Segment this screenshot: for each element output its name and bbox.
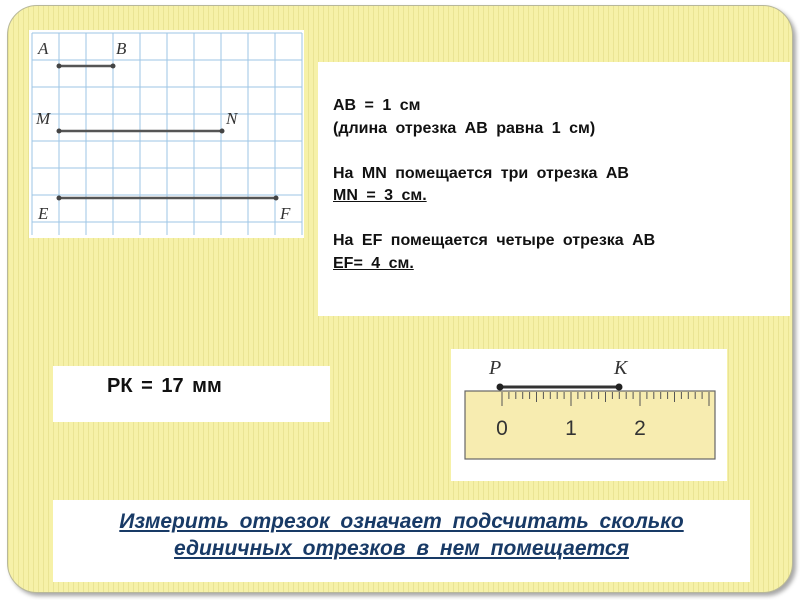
label-f: F: [280, 204, 291, 223]
point-a: [57, 64, 62, 69]
conclusion-line-2: единичных отрезков в нем помещается: [174, 537, 629, 560]
label-k: K: [614, 357, 628, 379]
point-m: [57, 129, 62, 134]
info-line-mn: На MN помещается три отрезка АВ: [333, 164, 629, 182]
label-e: E: [38, 204, 49, 223]
ruler-tick-1: 1: [565, 417, 577, 440]
conclusion-text: [53, 508, 750, 562]
point-p: [497, 384, 504, 391]
ruler-tick-0: 0: [496, 417, 508, 440]
ruler-tick-2: 2: [634, 417, 646, 440]
info-line-ef: На EF помещается четыре отрезка АВ: [333, 232, 656, 249]
grid-lines: [32, 33, 302, 235]
ruler-figure: [465, 357, 715, 459]
info-line-ef-result: EF= 4 см.: [333, 254, 414, 272]
conclusion-line-1: Измерить отрезок означает подсчитать сколько: [119, 510, 684, 533]
info-spacer: [333, 208, 783, 231]
pk-length-text: РК = 17 мм: [107, 375, 222, 397]
label-m: M: [36, 109, 51, 128]
point-b: [111, 64, 116, 69]
point-f: [274, 196, 279, 201]
label-b: B: [116, 39, 127, 58]
info-line-mn-result: MN = 3 см.: [333, 187, 427, 204]
label-n: N: [226, 109, 238, 128]
info-text: [333, 95, 783, 275]
point-n: [220, 129, 225, 134]
info-spacer: [333, 140, 783, 163]
info-line-ab-explain: (длина отрезка АВ равна 1 см): [333, 119, 596, 137]
point-k: [616, 384, 623, 391]
label-p: P: [489, 357, 502, 379]
label-a: A: [38, 39, 49, 58]
info-line-ab: АВ = 1 см: [333, 97, 421, 114]
point-e: [57, 196, 62, 201]
